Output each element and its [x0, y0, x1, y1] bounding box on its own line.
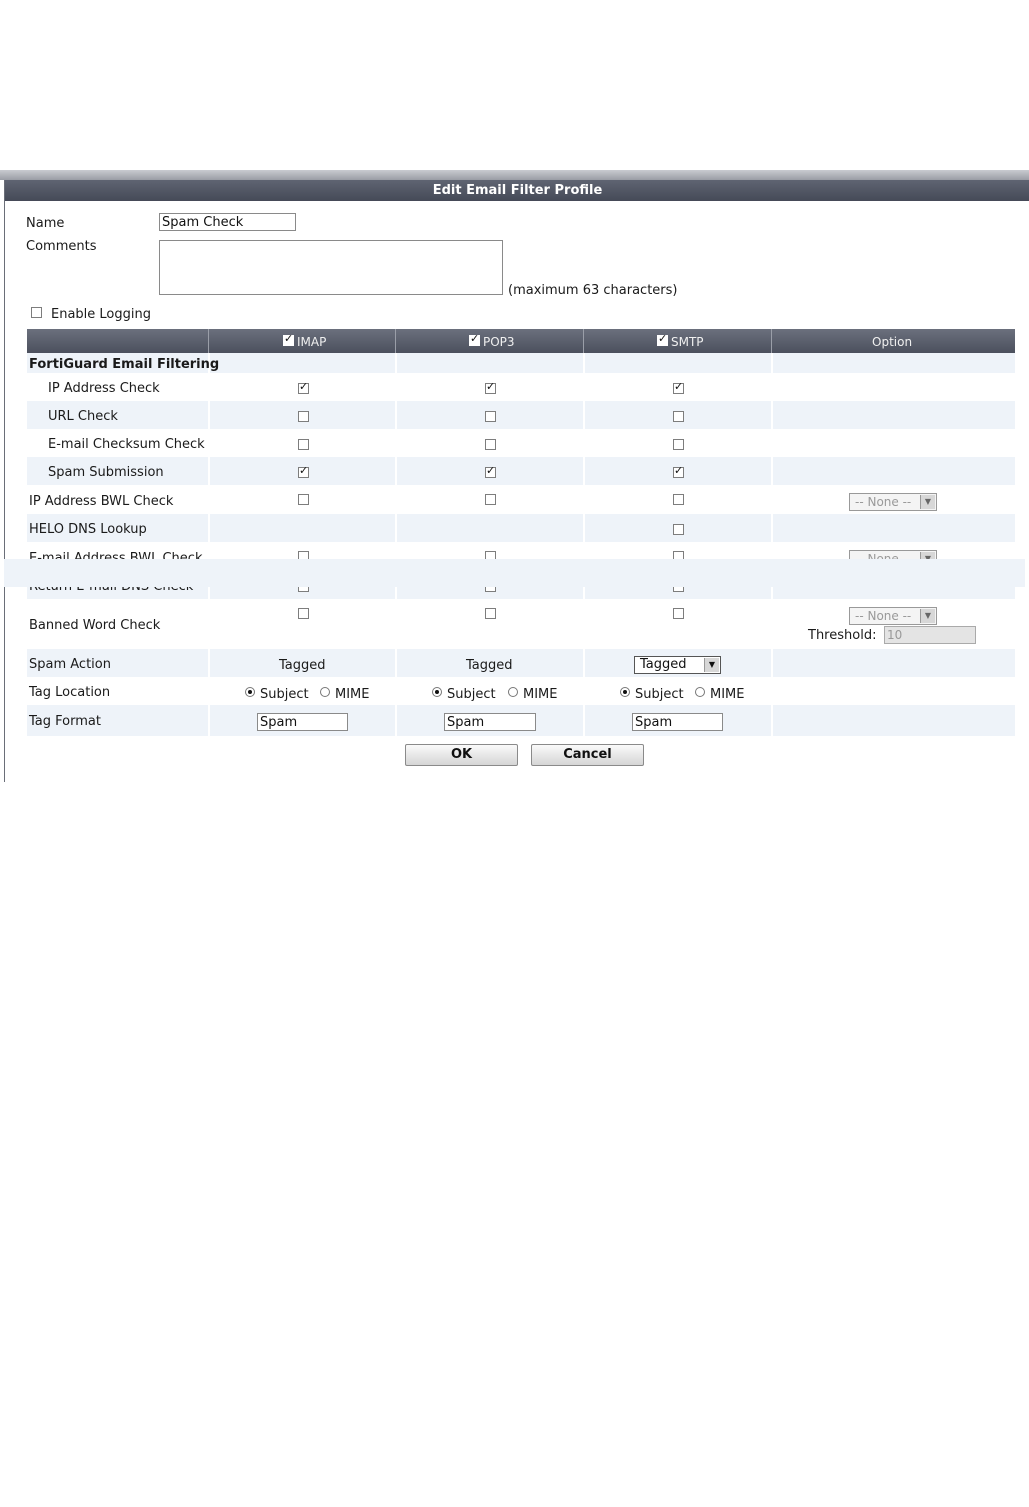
- option-column-header: Option: [872, 335, 913, 349]
- smtp-column-checkbox[interactable]: [657, 335, 668, 346]
- banned-word-option-select[interactable]: -- None -- ▼: [849, 607, 937, 625]
- table-row: [27, 401, 1015, 429]
- spam-action-smtp-select[interactable]: Tagged ▼: [634, 656, 721, 674]
- table-row: [27, 677, 1015, 705]
- tag-location-smtp-subject-radio[interactable]: [620, 687, 630, 697]
- url-check-label: URL Check: [48, 409, 118, 424]
- ok-button[interactable]: OK: [405, 744, 518, 766]
- spam-action-label: Spam Action: [29, 657, 111, 672]
- tag-format-label: Tag Format: [29, 714, 101, 729]
- email-checksum-pop3-checkbox[interactable]: [485, 439, 496, 450]
- ip-bwl-pop3-checkbox[interactable]: [485, 494, 496, 505]
- ip-address-check-label: IP Address Check: [48, 381, 160, 396]
- spam-submission-label: Spam Submission: [48, 465, 164, 480]
- spam-action-imap-value: Tagged: [279, 658, 326, 673]
- chevron-down-icon: ▼: [704, 658, 719, 672]
- helo-dns-lookup-label: HELO DNS Lookup: [29, 522, 147, 537]
- tag-format-imap-input[interactable]: [257, 713, 348, 731]
- fortiguard-section-title: FortiGuard Email Filtering: [29, 357, 220, 372]
- chevron-down-icon: ▼: [920, 609, 935, 623]
- comments-textarea[interactable]: [159, 240, 503, 295]
- ip-address-check-imap-checkbox[interactable]: [298, 383, 309, 394]
- email-checksum-imap-checkbox[interactable]: [298, 439, 309, 450]
- enable-logging-checkbox[interactable]: [31, 307, 42, 318]
- ip-bwl-imap-checkbox[interactable]: [298, 494, 309, 505]
- imap-column-header: IMAP: [297, 335, 327, 349]
- window-top-band: [0, 170, 1029, 180]
- comments-hint: (maximum 63 characters): [508, 283, 678, 298]
- table-row: [27, 373, 1015, 401]
- ip-bwl-option-select[interactable]: -- None -- ▼: [849, 493, 937, 511]
- tag-location-imap-mime-label: MIME: [335, 687, 370, 702]
- ip-bwl-smtp-checkbox[interactable]: [673, 494, 684, 505]
- smtp-column-header: SMTP: [671, 335, 704, 349]
- table-row: [27, 514, 1015, 542]
- tag-location-pop3-subject-label: Subject: [447, 687, 496, 702]
- banned-word-check-label: Banned Word Check: [29, 618, 161, 633]
- ip-bwl-check-label: IP Address BWL Check: [29, 494, 174, 509]
- url-check-imap-checkbox[interactable]: [298, 411, 309, 422]
- name-input[interactable]: [159, 213, 296, 231]
- banned-word-smtp-checkbox[interactable]: [673, 608, 684, 619]
- tag-location-label: Tag Location: [29, 685, 111, 700]
- spam-submission-imap-checkbox[interactable]: [298, 467, 309, 478]
- imap-column-checkbox[interactable]: [283, 335, 294, 346]
- tag-format-pop3-input[interactable]: [444, 713, 536, 731]
- helo-dns-smtp-checkbox[interactable]: [673, 524, 684, 535]
- url-check-pop3-checkbox[interactable]: [485, 411, 496, 422]
- name-label: Name: [26, 216, 65, 231]
- tag-location-smtp-mime-radio[interactable]: [695, 687, 705, 697]
- pop3-column-header: POP3: [483, 335, 515, 349]
- dialog-title: Edit Email Filter Profile: [5, 180, 1029, 201]
- threshold-label: Threshold:: [808, 628, 877, 643]
- tag-location-smtp-mime-label: MIME: [710, 687, 745, 702]
- banned-word-pop3-checkbox[interactable]: [485, 608, 496, 619]
- tag-location-pop3-mime-radio[interactable]: [508, 687, 518, 697]
- tag-location-imap-subject-label: Subject: [260, 687, 309, 702]
- tag-location-pop3-subject-radio[interactable]: [432, 687, 442, 697]
- table-row: [27, 649, 1015, 677]
- table-row: [27, 457, 1015, 485]
- tag-location-pop3-mime-label: MIME: [523, 687, 558, 702]
- email-checksum-check-label: E-mail Checksum Check: [48, 437, 205, 452]
- enable-logging-label: Enable Logging: [51, 307, 151, 322]
- tag-format-smtp-input[interactable]: [632, 713, 723, 731]
- spam-submission-smtp-checkbox[interactable]: [673, 467, 684, 478]
- button-bar: [4, 559, 1025, 587]
- ip-address-check-smtp-checkbox[interactable]: [673, 383, 684, 394]
- chevron-down-icon: ▼: [920, 495, 935, 509]
- pop3-column-checkbox[interactable]: [469, 335, 480, 346]
- table-header: [27, 329, 1015, 353]
- spam-submission-pop3-checkbox[interactable]: [485, 467, 496, 478]
- tag-location-imap-mime-radio[interactable]: [320, 687, 330, 697]
- edit-email-filter-dialog: [4, 180, 1029, 782]
- banned-word-imap-checkbox[interactable]: [298, 608, 309, 619]
- spam-action-pop3-value: Tagged: [466, 658, 513, 673]
- cancel-button[interactable]: Cancel: [531, 744, 644, 766]
- ip-address-check-pop3-checkbox[interactable]: [485, 383, 496, 394]
- tag-location-imap-subject-radio[interactable]: [245, 687, 255, 697]
- tag-location-smtp-subject-label: Subject: [635, 687, 684, 702]
- threshold-input[interactable]: [884, 626, 976, 644]
- email-checksum-smtp-checkbox[interactable]: [673, 439, 684, 450]
- comments-label: Comments: [26, 239, 97, 254]
- url-check-smtp-checkbox[interactable]: [673, 411, 684, 422]
